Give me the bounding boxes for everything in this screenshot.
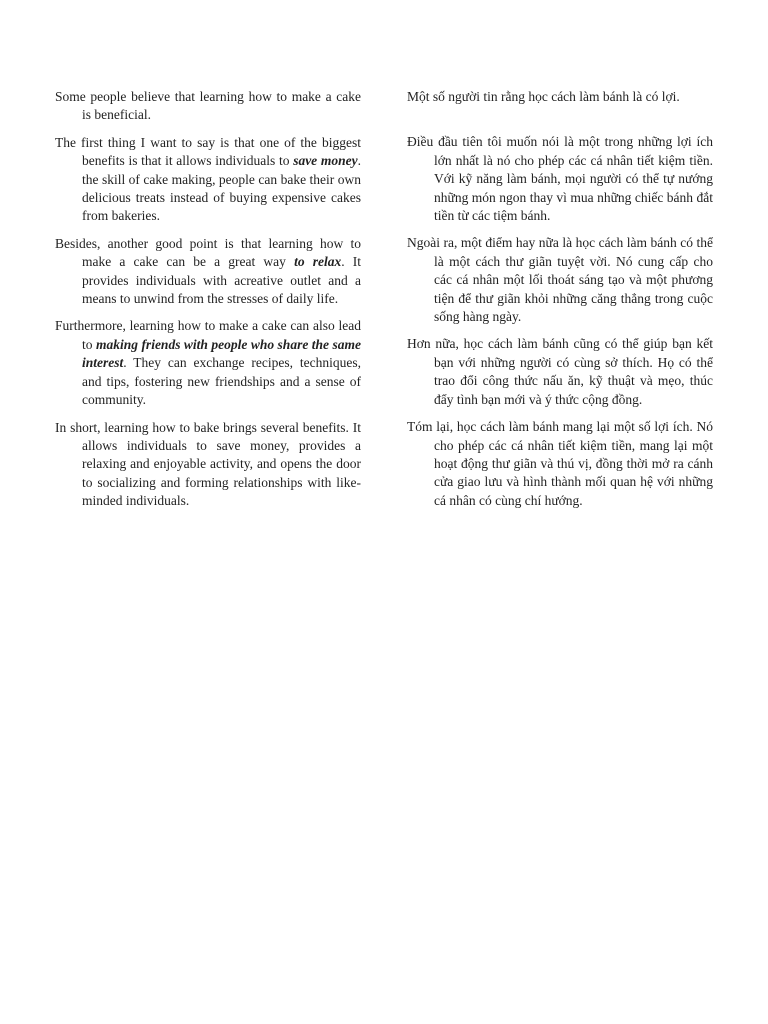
- vietnamese-paragraph-1: Một số người tin rằng học cách làm bánh là có lợi.: [407, 89, 680, 104]
- english-paragraph-2-text-after: . the skill of cake making, people can bake their own delicious treats instead of buying expensive cakes from bakeries.: [82, 153, 361, 224]
- english-paragraph-3: [55, 235, 361, 309]
- english-column: [55, 88, 361, 520]
- vietnamese-paragraph-2: Điều đầu tiên tôi muốn nói là một trong những lợi ích lớn nhất là nó cho phép các cá nhân tiết kiệm tiền. Với kỹ năng làm bánh, mọi người có thể tự nướng những món ngon thay vì mua những chiếc bánh đắt tiền từ các tiệm bánh.: [407, 134, 713, 224]
- english-paragraph-4: [55, 317, 361, 409]
- english-paragraph-1: Some people believe that learning how to make a cake is beneficial.: [55, 89, 361, 123]
- vietnamese-column: [407, 88, 713, 519]
- english-paragraph-4-text-after: . They can exchange recipes, techniques, and tips, fostering new friendships and a sense of community.: [82, 355, 361, 408]
- english-paragraph-5: In short, learning how to bake brings several benefits. It allows individuals to save money, provides a relaxing and enjoyable activity, and opens the door to socializing and forming relationships with like-minded individuals.: [55, 419, 361, 509]
- english-paragraph-3-text-before: Besides, another good point is that learning how to make a cake can be a great way: [55, 235, 361, 270]
- english-paragraph-2: [55, 134, 361, 226]
- vietnamese-paragraph-3: Ngoài ra, một điểm hay nữa là học cách làm bánh có thể là một cách thư giãn tuyệt vời. Nó cung cấp cho các cá nhân một lối thoát sáng tạo và một phương tiện để thư giãn khỏi những căng thẳng trong cuộc sống hàng ngày.: [407, 235, 713, 325]
- english-paragraph-4-emphasis: making friends with people who share the same interest: [82, 336, 361, 371]
- english-paragraph-2-text-before: The first thing I want to say is that one of the biggest benefits is that it allows individuals to: [55, 134, 361, 169]
- english-paragraph-4-text-before: Furthermore, learning how to make a cake can also lead to: [55, 318, 361, 352]
- vietnamese-paragraph-4: Hơn nữa, học cách làm bánh cũng có thể giúp bạn kết bạn với những người có cùng sở thích. Họ có thể trao đổi công thức nấu ăn, kỹ thuật và mẹo, thúc đẩy tình bạn mới và ý thức cộng đồng.: [407, 336, 713, 407]
- vietnamese-paragraph-5: Tóm lại, học cách làm bánh mang lại một số lợi ích. Nó cho phép các cá nhân tiết kiệm tiền, mang lại một hoạt động thư giãn và thú vị, đồng thời mở ra cánh cửa giao lưu và hình thành mối quan hệ với những cá nhân có cùng chí hướng.: [407, 419, 713, 508]
- english-paragraph-2-emphasis: save money: [293, 153, 358, 169]
- english-paragraph-3-emphasis: to relax: [294, 254, 342, 270]
- english-paragraph-3-text-after: . It provides individuals with acreative outlet and a means to unwind from the stresses of daily life.: [82, 254, 362, 307]
